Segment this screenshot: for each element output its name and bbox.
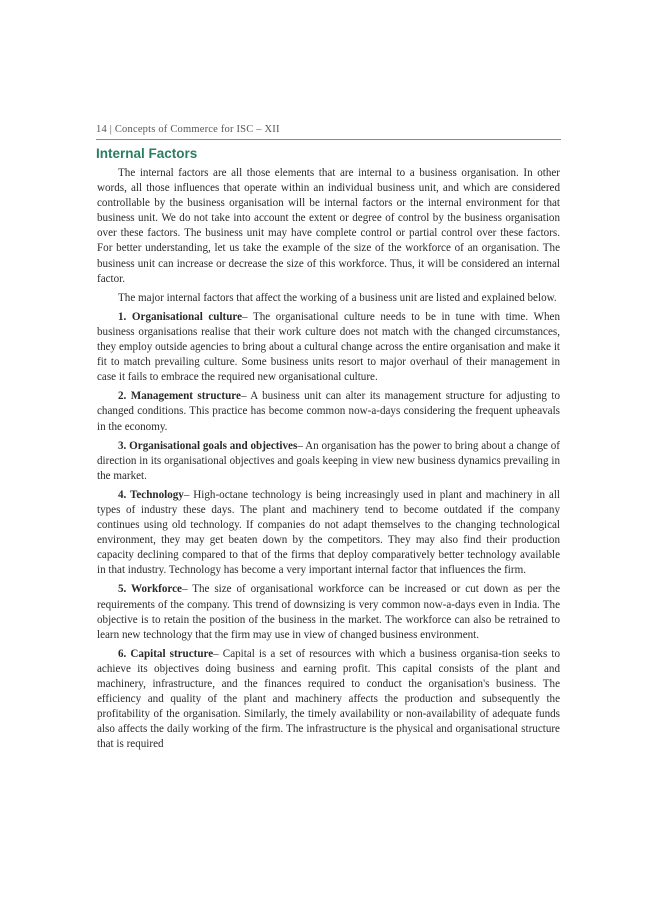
list-item-management-structure: [97, 389, 560, 434]
item-heading: 6. Capital structure: [118, 647, 214, 660]
intro-paragraph: The internal factors are all those elements that are internal to a business organisation. In other words, all those influences that operate within an individual business unit, and which are considered controllable by the business organisation will be internal factors or the internal environment for that business unit. We do not take into account the extent or degree of control by the business organisation over these factors. The business unit may have complete control or partial control over these factors. For better understanding, let us take the example of the size of the workforce of an organisation. The business unit can increase or decrease the size of this workforce. Thus, it will be considered an internal factor.: [97, 167, 560, 285]
list-item-goals-objectives: [97, 439, 560, 484]
item-text: – High-octane technology is being increasingly used in plant and machinery in all types of industry these days. The plant and machinery tend to become outdated if the company continues using old technology. If companies do not adapt themselves to the changing technological environment, they may get beaten down by the competitors. They may also find their production capacity declining compared to that of the firms that deploy comparatively better technology available in that industry. Technology has become a very important internal factor that influences the firm.: [97, 488, 560, 577]
list-item-workforce: [97, 582, 560, 642]
list-item-capital-structure: [97, 647, 560, 753]
item-heading: 3. Organisational goals and objectives: [118, 439, 298, 452]
header-rule: [96, 139, 561, 140]
body-text: [97, 166, 560, 752]
item-text: – A business unit can alter its management structure for adjusting to changed conditions. This practice has become common now-a-days considering the frequent upheavals in the economy.: [97, 390, 560, 433]
item-heading: 1. Organisational culture: [118, 310, 243, 323]
item-text: – The size of organisational workforce can be increased or cut down as per the requirements of the company. This trend of downsizing is very common now-a-days even in India. The objective is to retain the position of the business in the market. The workforce can also be retrained to learn new technology that the firm may use in view of changed business environment.: [97, 583, 560, 641]
item-heading: 2. Management structure: [118, 390, 241, 403]
item-text: – Capital is a set of resources with which a business organisa-tion seeks to achieve its objectives doing business and earning profit. This capital consists of the plant and machinery, infrastructure, and the finances required to conduct the organisation's business. The efficiency and quality of the plant and machinery affects the production and subsequently the profitability of the organisation. Similarly, the timely availability or non-availability of adequate funds also affects the daily working of the firm. The infrastructure is the physical and organisational structure that is required: [97, 647, 560, 751]
section-title: Internal Factors: [96, 146, 198, 161]
item-text: – The organisational culture needs to be in tune with time. When business organisations realise that their work culture does not match with the changed circumstances, they employ outside agencies to bring about a cultural change across the entire organisation and make it fit to match prevailing culture. Some business units resort to major overhaul of their management in case it fails to embrace the required new organisational culture.: [97, 310, 560, 384]
intro-paragraph: The major internal factors that affect the working of a business unit are listed and explained below.: [118, 291, 557, 304]
item-heading: 5. Workforce: [118, 583, 182, 596]
list-item-organisational-culture: [97, 310, 560, 385]
running-head: 14 | Concepts of Commerce for ISC – XII: [96, 124, 280, 135]
item-heading: 4. Technology: [118, 488, 184, 501]
item-text: – An organisation has the power to bring about a change of direction in its organisational objectives and goals keeping in view new business dynamics prevailing in the market.: [97, 439, 560, 482]
list-item-technology: [97, 488, 560, 579]
